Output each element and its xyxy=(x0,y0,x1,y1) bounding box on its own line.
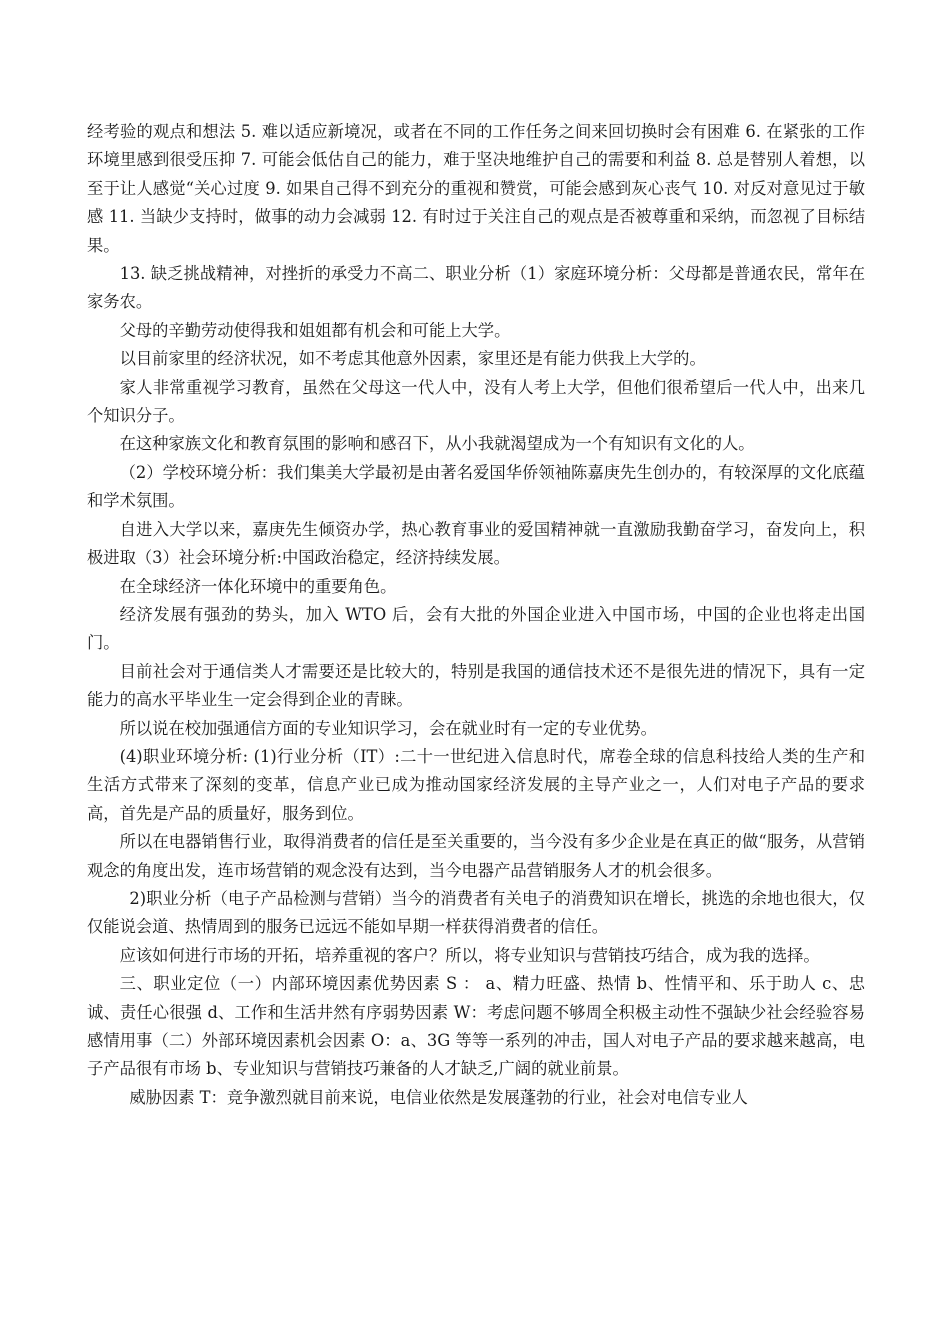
paragraph-family-culture: 在这种家族文化和教育氛围的影响和感召下，从小我就渴望成为一个有知识有文化的人。 xyxy=(119,434,755,454)
paragraph-market-development: 应该如何进行市场的开拓，培养重视的客户？所以，将专业知识与营销技巧结合，成为我的选择。 xyxy=(119,945,820,965)
paragraph-family-environment: 13. 缺乏挑战精神，对挫折的承受力不高二、职业分析（1）家庭环境分析：父母都是普通农民，常年在家务农。 xyxy=(87,264,865,312)
paragraph-threat-factors: 威胁因素 T：竞争激烈就目前来说，电信业依然是发展蓬勃的行业，社会对电信专业人 xyxy=(129,1087,748,1107)
paragraph-career-positioning: 三、职业定位（一）内部环境因素优势因素 S ： a、精力旺盛、热情 b、性情平和、乐于助人 c、忠诚、责任心很强 d、工作和生活井然有序弱势因素 W：考虑问题不够周全积极主动性不强缺少社会经验容易感情用事（二）外部环境因素机会因素 O：a、3G 等等一系列的冲击，国人对电子产品的要求越来越高，电子产品很有市场 b、专业知识与营销技巧兼备的人才缺乏,广阔的就业前景。 xyxy=(87,974,865,1079)
paragraph-sales-industry: 所以在电器销售行业，取得消费者的信任是至关重要的，当今没有多少企业是在真正的做“服务，从营销观念的角度出发，连市场营销的观念没有达到，当今电器产品营销服务人才的机会很多。 xyxy=(87,832,865,880)
paragraph-family-education: 家人非常重视学习教育，虽然在父母这一代人中，没有人考上大学，但他们很希望后一代人中，出来几个知识分子。 xyxy=(87,377,865,426)
document-page xyxy=(87,118,865,1112)
paragraph-career-analysis: 2)职业分析（电子产品检测与营销）当今的消费者有关电子的消费知识在增长，挑选的余地也很大，仅仅能说会道、热情周到的服务已远远不能如早期一样获得消费者的信任。 xyxy=(87,888,865,937)
paragraph-global-role: 在全球经济一体化环境中的重要角色。 xyxy=(119,576,397,596)
paragraph-weaknesses-list: 经考验的观点和想法 5. 难以适应新境况，或者在不同的工作任务之间来回切换时会有困难 6. 在紧张的工作环境里感到很受压抑 7. 可能会低估自己的能力，难于坚决地维护自己的需要和利益 8. 总是替别人着想，以至于让人感觉“关心过度 9. 如果自己得不到充分的重视和赞赏，可能会感到灰心丧气 10. 对反对意见过于敏感 11. 当缺少支持时，做事的动力会减弱 12. 有时过于关注自己的观点是否被尊重和采纳，而忽视了目标结果。 xyxy=(87,122,865,255)
paragraph-school-environment: （2）学校环境分析：我们集美大学最初是由著名爱国华侨领袖陈嘉庚先生创办的，有较深厚的文化底蕴和学术氛围。 xyxy=(87,462,865,511)
paragraph-talent-demand: 目前社会对于通信类人才需要还是比较大的，特别是我国的通信技术还不是很先进的情况下，具有一定能力的高水平毕业生一定会得到企业的青睐。 xyxy=(87,661,865,710)
paragraph-social-environment: 自进入大学以来，嘉庚先生倾资办学，热心教育事业的爱国精神就一直激励我勤奋学习，奋发向上，积极进取（3）社会环境分析:中国政治稳定，经济持续发展。 xyxy=(87,519,865,568)
paragraph-family-economy: 以目前家里的经济状况，如不考虑其他意外因素，家里还是有能力供我上大学的。 xyxy=(119,349,706,369)
paragraph-parents-labor: 父母的辛勤劳动使得我和姐姐都有机会和可能上大学。 xyxy=(119,320,511,340)
paragraph-economic-development: 经济发展有强劲的势头，加入 WTO 后，会有大批的外国企业进入中国市场，中国的企业也将走出国门。 xyxy=(87,604,865,653)
paragraph-professional-advantage: 所以说在校加强通信方面的专业知识学习，会在就业时有一定的专业优势。 xyxy=(119,718,657,738)
paragraph-career-environment: (4)职业环境分析: (1)行业分析（IT）:二十一世纪进入信息时代，席卷全球的信息科技给人类的生产和生活方式带来了深刻的变革，信息产业已成为推动国家经济发展的主导产业之一，人们对电子产品的要求高，首先是产品的质量好，服务到位。 xyxy=(87,746,865,823)
